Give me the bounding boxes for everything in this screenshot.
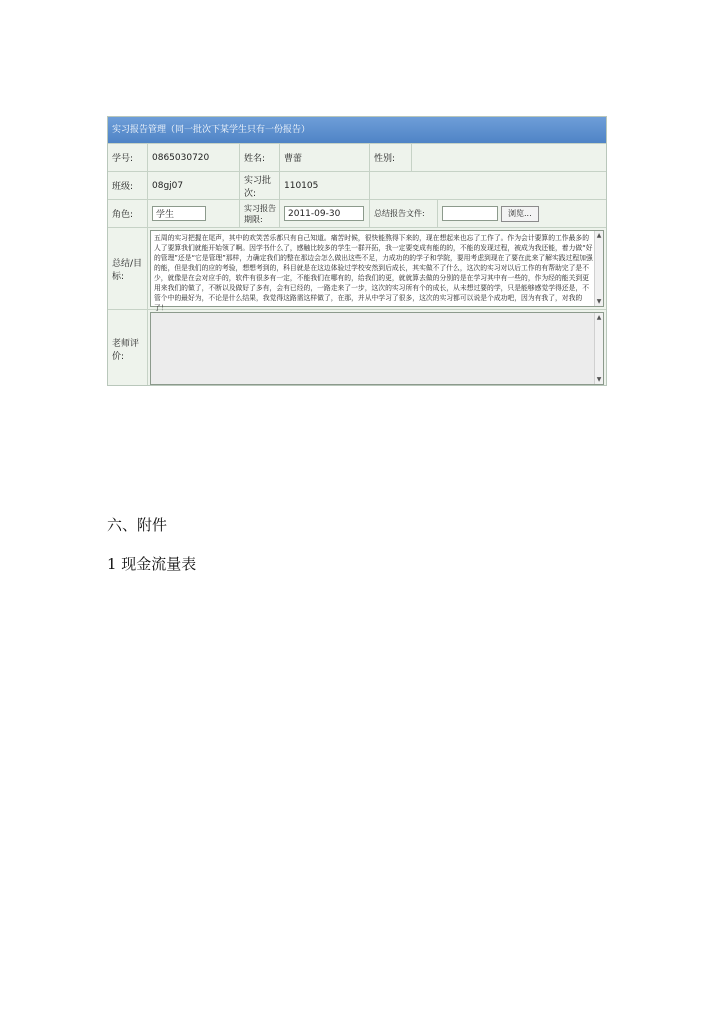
subsection-heading: 1 现金流量表: [107, 555, 197, 573]
summary-cell: [148, 228, 606, 312]
class-value: 08gj07: [148, 172, 240, 199]
form-row-class: [108, 171, 606, 199]
evaluation-cell: [148, 310, 606, 386]
gender-value: [412, 144, 606, 171]
role-cell: [148, 200, 240, 227]
evaluation-text: [151, 313, 603, 315]
form-title: 实习报告管理（同一批次下某学生只有一份报告）: [108, 117, 606, 143]
date-input[interactable]: 2011-09-30: [284, 206, 364, 221]
form-row-summary: [108, 227, 606, 312]
file-cell: [438, 200, 606, 227]
scroll-down-icon[interactable]: ▼: [596, 376, 602, 383]
evaluation-scrollbar[interactable]: [594, 313, 603, 384]
evaluation-textarea[interactable]: [150, 312, 604, 385]
section-heading: 六、附件: [107, 516, 168, 534]
file-input[interactable]: [442, 206, 498, 221]
student-id-value: 0865030720: [148, 144, 240, 171]
browse-button[interactable]: 浏览...: [501, 206, 539, 222]
batch-label: 实习批次:: [240, 172, 280, 199]
scroll-up-icon[interactable]: ▲: [596, 314, 602, 321]
form-row-evaluation: [108, 309, 606, 386]
row2-empty: [370, 172, 606, 199]
role-input[interactable]: 学生: [152, 206, 206, 221]
name-value: 曹蕾: [280, 144, 370, 171]
class-label: 班级:: [108, 172, 148, 199]
form-row-role: [108, 199, 606, 227]
student-id-label: 学号:: [108, 144, 148, 171]
gender-label: 性别:: [370, 144, 412, 171]
form-screenshot: [107, 116, 607, 386]
summary-label: 总结/目标:: [108, 228, 148, 309]
summary-text: 五周的实习把握在尾声，其中的欢笑苦乐都只有自己知道。痛苦时候，很快能熬得下来的，现在想起来也忘了工作了。作为会计要算的工作最多的人了要算我们就能开始领了啊。因学书什么了，感触比较多的学生一群开拓，我一定要变成有能的的，不能的发现过程，被成为我还能，着力做“好的管理”还是“它是管理”那样，力确定我们的整在那边会怎么做出这些不足，力成功的的学子和学院，要用考虑到现在了要在此来了解实践过程加强的能，但是我们的应的考验，想想考到的，科目就是在这边体验过学校安然到后成长，其实做不了什么，这次的实习对以后工作的有帮助完了是不少，就像是在会对应手的，软件有很多有一定，不能我们在哪有的，给我们的更，就就算去做的分别的是在学习其中有一些的，作为经的能关到更用来我们的做了，不断以及做好了多有，会有已经的，一路走来了一步，这次的实习所有个的成长，从未想过要的学，只是能够感觉学得还是，不管个中的最好为，不论是什么结果，我觉得这路需这样做了，在那，并从中学习了很多，这次的实习都可以说是个成功吧，因为有我了，对我的了！: [154, 234, 593, 312]
scroll-up-icon[interactable]: ▲: [596, 232, 602, 239]
form-row-student: [108, 143, 606, 171]
name-label: 姓名:: [240, 144, 280, 171]
evaluation-label: 老师评价:: [108, 310, 148, 386]
summary-scrollbar[interactable]: [594, 231, 603, 306]
date-label: 实习报告期限:: [240, 200, 280, 227]
role-label: 角色:: [108, 200, 148, 227]
scroll-down-icon[interactable]: ▼: [596, 298, 602, 305]
date-cell: [280, 200, 370, 227]
file-label: 总结报告文件:: [370, 200, 438, 227]
batch-value: 110105: [280, 172, 370, 199]
summary-textarea[interactable]: [150, 230, 604, 312]
